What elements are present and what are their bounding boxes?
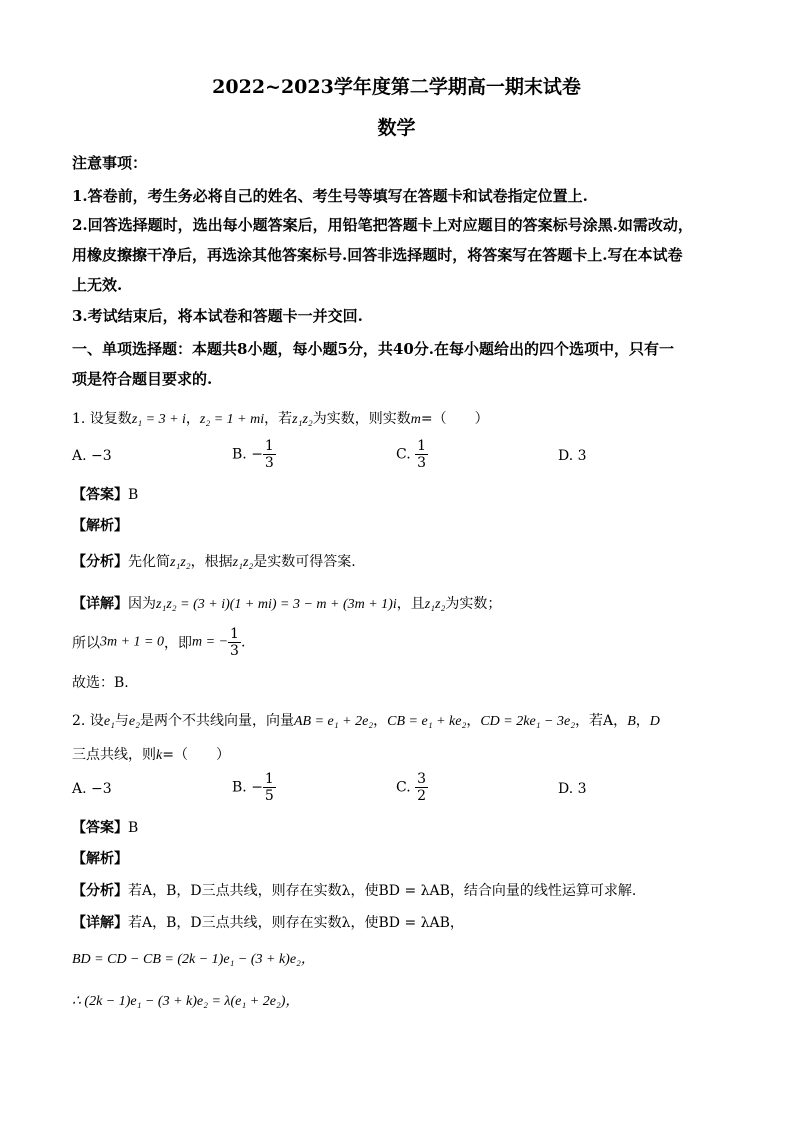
page-title: 2022~2023学年度第二学期高一期末试卷 (212, 76, 581, 98)
q1-suoyi-num: 1 (230, 626, 239, 642)
q2-answer-value: B (128, 820, 139, 836)
q1-fenxi-text-1: 先化简 (128, 554, 170, 570)
q1-analysis-tag: 【解析】 (72, 518, 128, 534)
q2-option-b-fraction (263, 771, 276, 804)
q1-end: =（ ） (420, 411, 489, 427)
q2-option-c-label: C. (396, 779, 411, 796)
q1-xiangjie-tag: 【详解】 (72, 596, 128, 612)
q1-answer-tag: 【答案】 (72, 487, 128, 503)
q1-stem: 1. 设复数z₁ = 3 + i，z₂ = 1 + mi，若z₁z₂为实数，则实数m=（ ） (72, 411, 489, 427)
q1-suoyi-den: 3 (230, 643, 239, 659)
q1-xiangjie-text-2: ，且 (396, 596, 425, 612)
section-heading-line-2: 项是符合题目要求的. (72, 370, 213, 388)
q1-xiangjie-text-3: 为实数； (445, 596, 502, 612)
q2-yu: 与 (114, 713, 129, 729)
q2-option-d: D. 3 (558, 781, 587, 797)
q2-line-2-end: =（ ） (162, 747, 230, 763)
q1-option-c-den: 3 (417, 455, 427, 471)
q2-mid: 是两个不共线向量，向量 (140, 713, 294, 729)
q1-z2: z₂ = 1 + mi (199, 412, 265, 427)
q1-mid: ，若 (264, 411, 293, 427)
q2-cd-equation: CD = 2ke₁ − 3e₂ (480, 714, 576, 729)
q2-option-c (396, 771, 428, 804)
q1-prefix: 1. 设复数 (72, 411, 132, 427)
q2-k: k (156, 748, 163, 763)
q1-fenxi-z: z₁z₂ (170, 555, 191, 570)
q1-suoyi-equation-2: m = − (192, 634, 229, 650)
q1-suoyi-fraction (228, 626, 241, 659)
q2-option-b (232, 771, 276, 804)
q1-option-c (396, 438, 428, 471)
q2-ruo: ，若A， (575, 713, 628, 729)
q1-conclusion: 故选：B. (72, 675, 129, 691)
q2-xiangjie-text: 若A，B，D三点共线，则存在实数λ，使BD = λAB， (128, 915, 464, 931)
q1-option-c-num: 1 (417, 438, 427, 454)
q1-xiangjie-z: z₁z₂ (424, 597, 446, 612)
q1-fenxi-tag: 【分析】 (72, 554, 128, 570)
notice-item-2-line-2: 用橡皮擦擦干净后，再选涂其他答案标号.回答非选择题时，将答案写在答题卡上.写在本试卷 (72, 246, 683, 264)
q2-stem-line-2 (72, 744, 230, 764)
q1-z1: z₁ = 3 + i (131, 412, 186, 427)
subject-title: 数学 (377, 117, 416, 139)
q2-option-b-label: B. − (232, 779, 263, 796)
q1-answer (72, 484, 138, 504)
q1-xiangjie (72, 593, 501, 613)
q2-analysis-tag: 【解析】 (72, 851, 128, 867)
q1-mid2: 为实数，则实数 (312, 411, 411, 427)
q2-stem: 2. 设e₁与e₂是两个不共线向量，向量AB = e₁ + 2e₂，CB = e₁ + ke₂，CD = 2ke₁ − 3e₂，若A，B，D (72, 713, 660, 729)
q2-option-b-num: 1 (264, 771, 274, 787)
q1-fenxi (72, 551, 356, 571)
q1-xiangjie-equation: z₁z₂ = (3 + i)(1 + mi) = 3 − m + (3m + 1)i (156, 597, 397, 612)
q1-answer-value: B (128, 487, 139, 503)
q1-suoyi: 所以3m + 1 = 0，即m = − $\frac{1}{3}$ . (72, 626, 246, 659)
q2-option-c-num: 3 (417, 771, 427, 787)
q1-suoyi-text-1: 所以 (72, 635, 100, 652)
q2-option-c-fraction (415, 771, 428, 804)
notice-item-2-line-1: 2.回答选择题时，选出每小题答案后，用铅笔把答题卡上对应题目的答案标号涂黑.如需改动， (72, 216, 693, 234)
q1-option-d: D. 3 (558, 448, 587, 464)
q1-option-b-fraction (263, 438, 276, 471)
q1-m: m (410, 412, 421, 427)
q2-point-d: D (649, 714, 660, 729)
q2-fenxi-text: 若A，B，D三点共线，则存在实数λ，使BD = λAB，结合向量的线性运算可求解. (128, 883, 637, 899)
q2-option-a: A. −3 (72, 781, 112, 797)
q1-z1z2: z₁z₂ (292, 412, 313, 427)
q1-suoyi-text-2: ，即 (164, 635, 193, 652)
q1-option-c-label: C. (396, 446, 411, 463)
q1-option-b-label: B. − (232, 446, 263, 463)
q2-equation-2: ∴ (2k − 1)e₁ − (3 + k)e₂ = λ(e₁ + 2e₂)， (72, 994, 300, 1009)
q2-xiangjie-tag: 【详解】 (72, 915, 128, 931)
q2-e2: e₂ (128, 714, 140, 729)
q2-e1: e₁ (103, 714, 115, 729)
q2-fenxi (72, 880, 636, 900)
q2-xiangjie (72, 912, 464, 932)
q2-prefix: 2. 设 (72, 713, 104, 729)
q2-option-b-den: 5 (264, 788, 274, 804)
notice-heading: 注意事项： (72, 154, 148, 172)
q1-option-a: A. −3 (72, 448, 112, 464)
q2-answer (72, 817, 138, 837)
section-heading-line-1: 一、单项选择题：本题共8小题，每小题5分，共40分.在每小题给出的四个选项中，只有一 (72, 340, 674, 358)
q1-fenxi-text-2: ，根据 (190, 554, 233, 570)
notice-item-1: 1.答卷前，考生务必将自己的姓名、考生号等填写在答题卡和试卷指定位置上. (72, 187, 588, 205)
q2-equation-1: BD = CD − CB = (2k − 1)e₁ − (3 + k)e₂， (72, 952, 315, 967)
notice-item-2-line-3: 上无效. (72, 276, 123, 294)
q2-option-c-den: 2 (417, 788, 427, 804)
q1-option-b (232, 438, 276, 471)
q2-fenxi-tag: 【分析】 (72, 883, 128, 899)
q2-cb-equation: CB = e₁ + ke₂ (387, 714, 467, 729)
q2-point-b: B (627, 714, 636, 729)
q1-option-b-den: 3 (264, 455, 274, 471)
q1-fenxi-text-3: 是实数可得答案. (253, 554, 356, 570)
q2-answer-tag: 【答案】 (72, 820, 128, 836)
q1-option-c-fraction (415, 438, 428, 471)
q2-line-2-text: 三点共线，则 (72, 747, 156, 763)
q1-fenxi-z-2: z₁z₂ (232, 555, 254, 570)
q1-xiangjie-text-1: 因为 (128, 596, 156, 612)
q2-ab-equation: AB = e₁ + 2e₂ (294, 714, 374, 729)
q1-suoyi-equation: 3m + 1 = 0 (100, 634, 165, 650)
notice-item-3: 3.考试结束后，将本试卷和答题卡一并交回. (72, 307, 363, 325)
q1-option-b-num: 1 (264, 438, 274, 454)
